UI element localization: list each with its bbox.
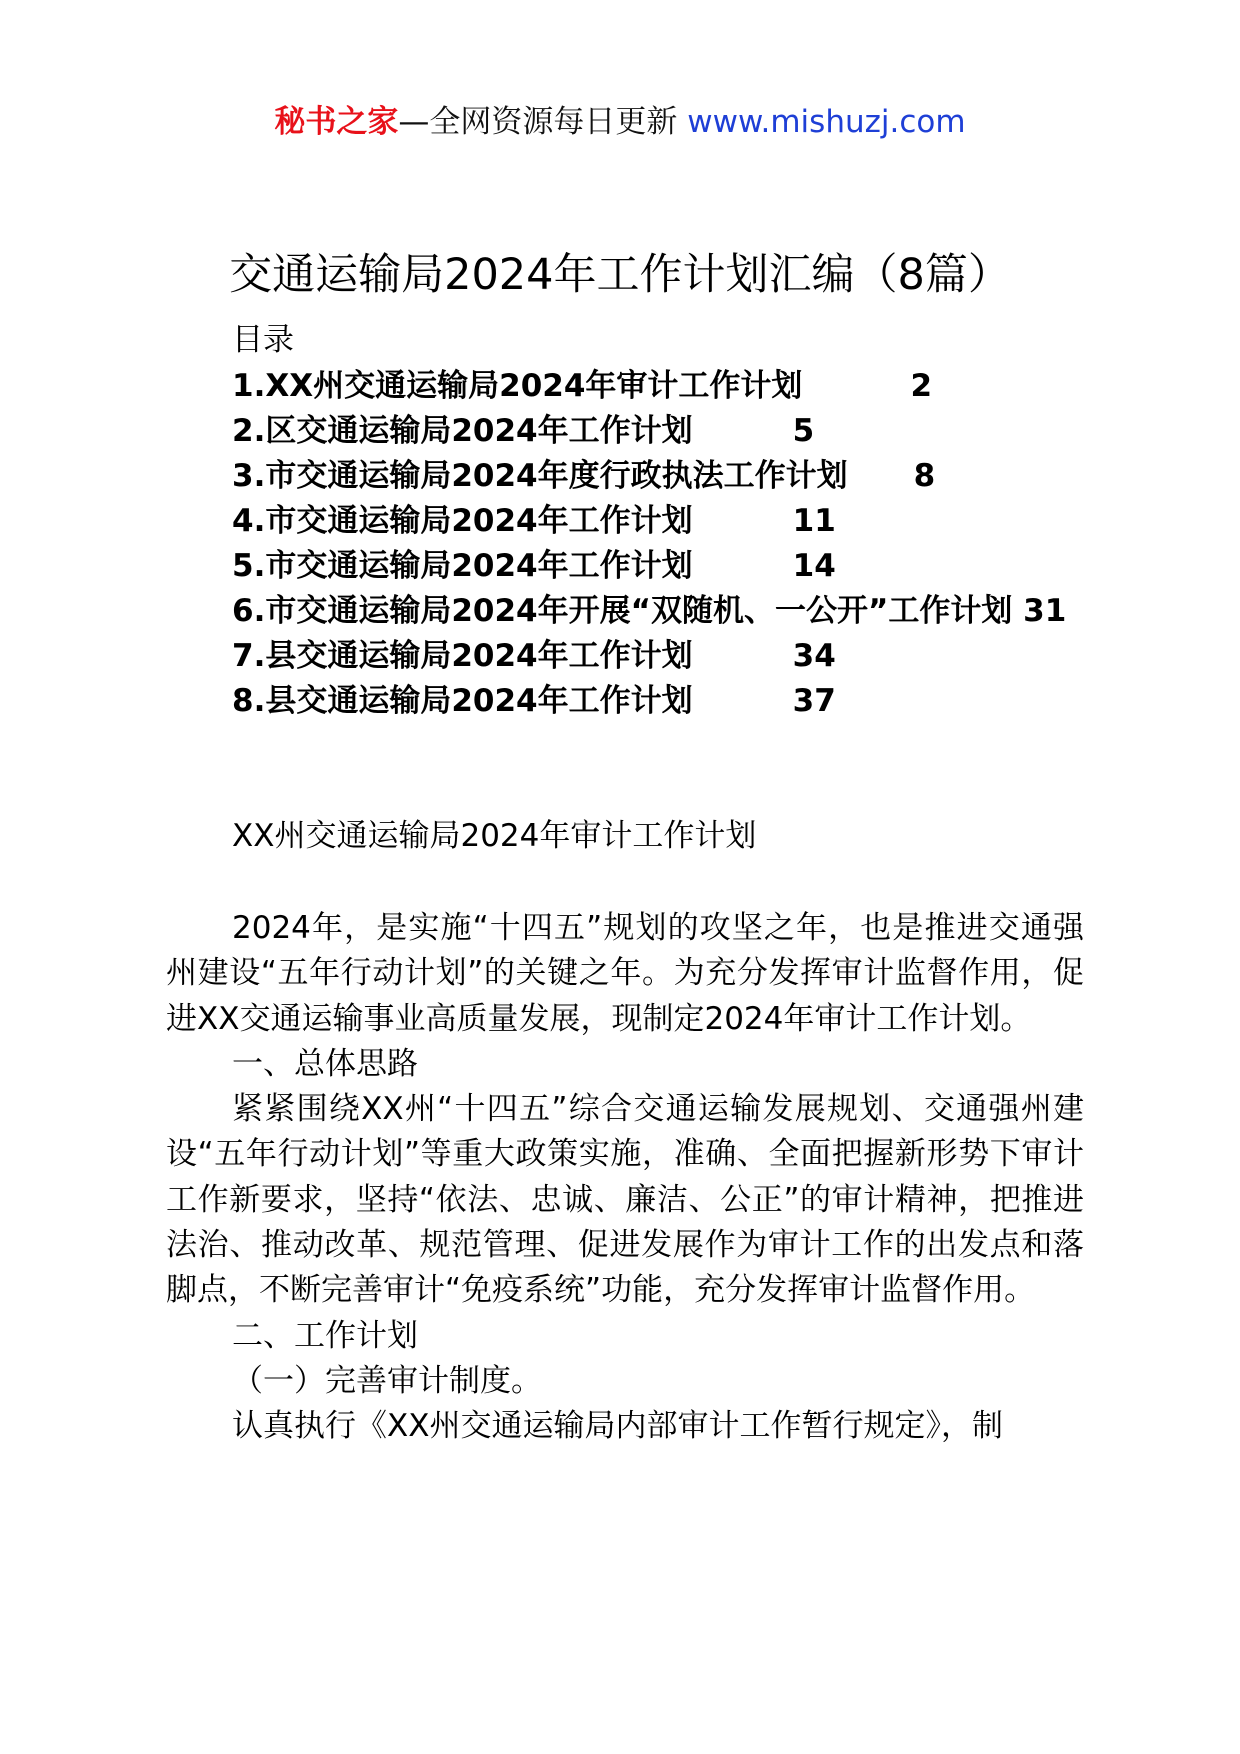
- toc-item-page: 8: [913, 458, 936, 494]
- site-header: [0, 100, 1240, 144]
- toc-item[interactable]: [166, 634, 1084, 679]
- heading-work-plan: 二、工作计划: [232, 1317, 418, 1354]
- toc-item-label: 5.市交通运输局2024年工作计划: [232, 548, 693, 584]
- toc-item[interactable]: [166, 499, 1084, 544]
- subheading-audit-system: （一）完善审计制度。: [232, 1362, 542, 1399]
- toc-item[interactable]: [166, 679, 1084, 724]
- toc-item[interactable]: [166, 409, 1084, 454]
- toc-item-page: 34: [792, 638, 836, 674]
- toc-item-label: 1.XX州交通运输局2024年审计工作计划: [232, 368, 803, 404]
- document-body: [166, 906, 1084, 1450]
- heading-overall-approach: 一、总体思路: [232, 1045, 418, 1082]
- toc-item[interactable]: [166, 589, 1084, 634]
- toc-item-label: 4.市交通运输局2024年工作计划: [232, 503, 693, 539]
- toc-item-page: 14: [792, 548, 836, 584]
- body-paragraph: 紧紧围绕XX州“十四五”综合交通运输发展规划、交通强州建设“五年行动计划”等重大政策实施，准确、全面把握新形势下审计工作新要求，坚持“依法、忠诚、廉洁、公正”的审计精神，把推进法治、推动改革、规范管理、促进发展作为审计工作的出发点和落脚点，不断完善审计“免疫系统”功能，充分发挥审计监督作用。: [166, 1091, 1084, 1309]
- site-brand: 秘书之家: [274, 104, 399, 140]
- toc-item-page: 11: [792, 503, 836, 539]
- toc-item-label: 7.县交通运输局2024年工作计划: [232, 638, 693, 674]
- table-of-contents: [166, 364, 1084, 724]
- toc-item-page: 2: [910, 368, 933, 404]
- toc-item-page: 31: [1023, 593, 1067, 629]
- site-tagline: —全网资源每日更新: [398, 104, 678, 140]
- section-title: XX州交通运输局2024年审计工作计划: [232, 818, 757, 854]
- document-title: 交通运输局2024年工作计划汇编（8篇）: [229, 250, 1011, 300]
- toc-item-page: 5: [792, 413, 815, 449]
- body-paragraph: 认真执行《XX州交通运输局内部审计工作暂行规定》，制: [232, 1408, 1003, 1445]
- toc-item-label: 8.县交通运输局2024年工作计划: [232, 683, 693, 719]
- toc-item[interactable]: [166, 454, 1084, 499]
- toc-item-label: 2.区交通运输局2024年工作计划: [232, 413, 693, 449]
- toc-item[interactable]: [166, 364, 1084, 409]
- toc-item-page: 37: [792, 683, 836, 719]
- toc-item-label: 6.市交通运输局2024年开展“双随机、一公开”工作计划: [232, 593, 1013, 629]
- site-url-link[interactable]: www.mishuzj.com: [687, 104, 966, 140]
- toc-heading: 目录: [232, 322, 294, 358]
- toc-item-label: 3.市交通运输局2024年度行政执法工作计划: [232, 458, 848, 494]
- toc-item[interactable]: [166, 544, 1084, 589]
- body-paragraph: 2024年，是实施“十四五”规划的攻坚之年，也是推进交通强州建设“五年行动计划”的关键之年。为充分发挥审计监督作用，促进XX交通运输事业高质量发展，现制定2024年审计工作计划。: [166, 910, 1084, 1037]
